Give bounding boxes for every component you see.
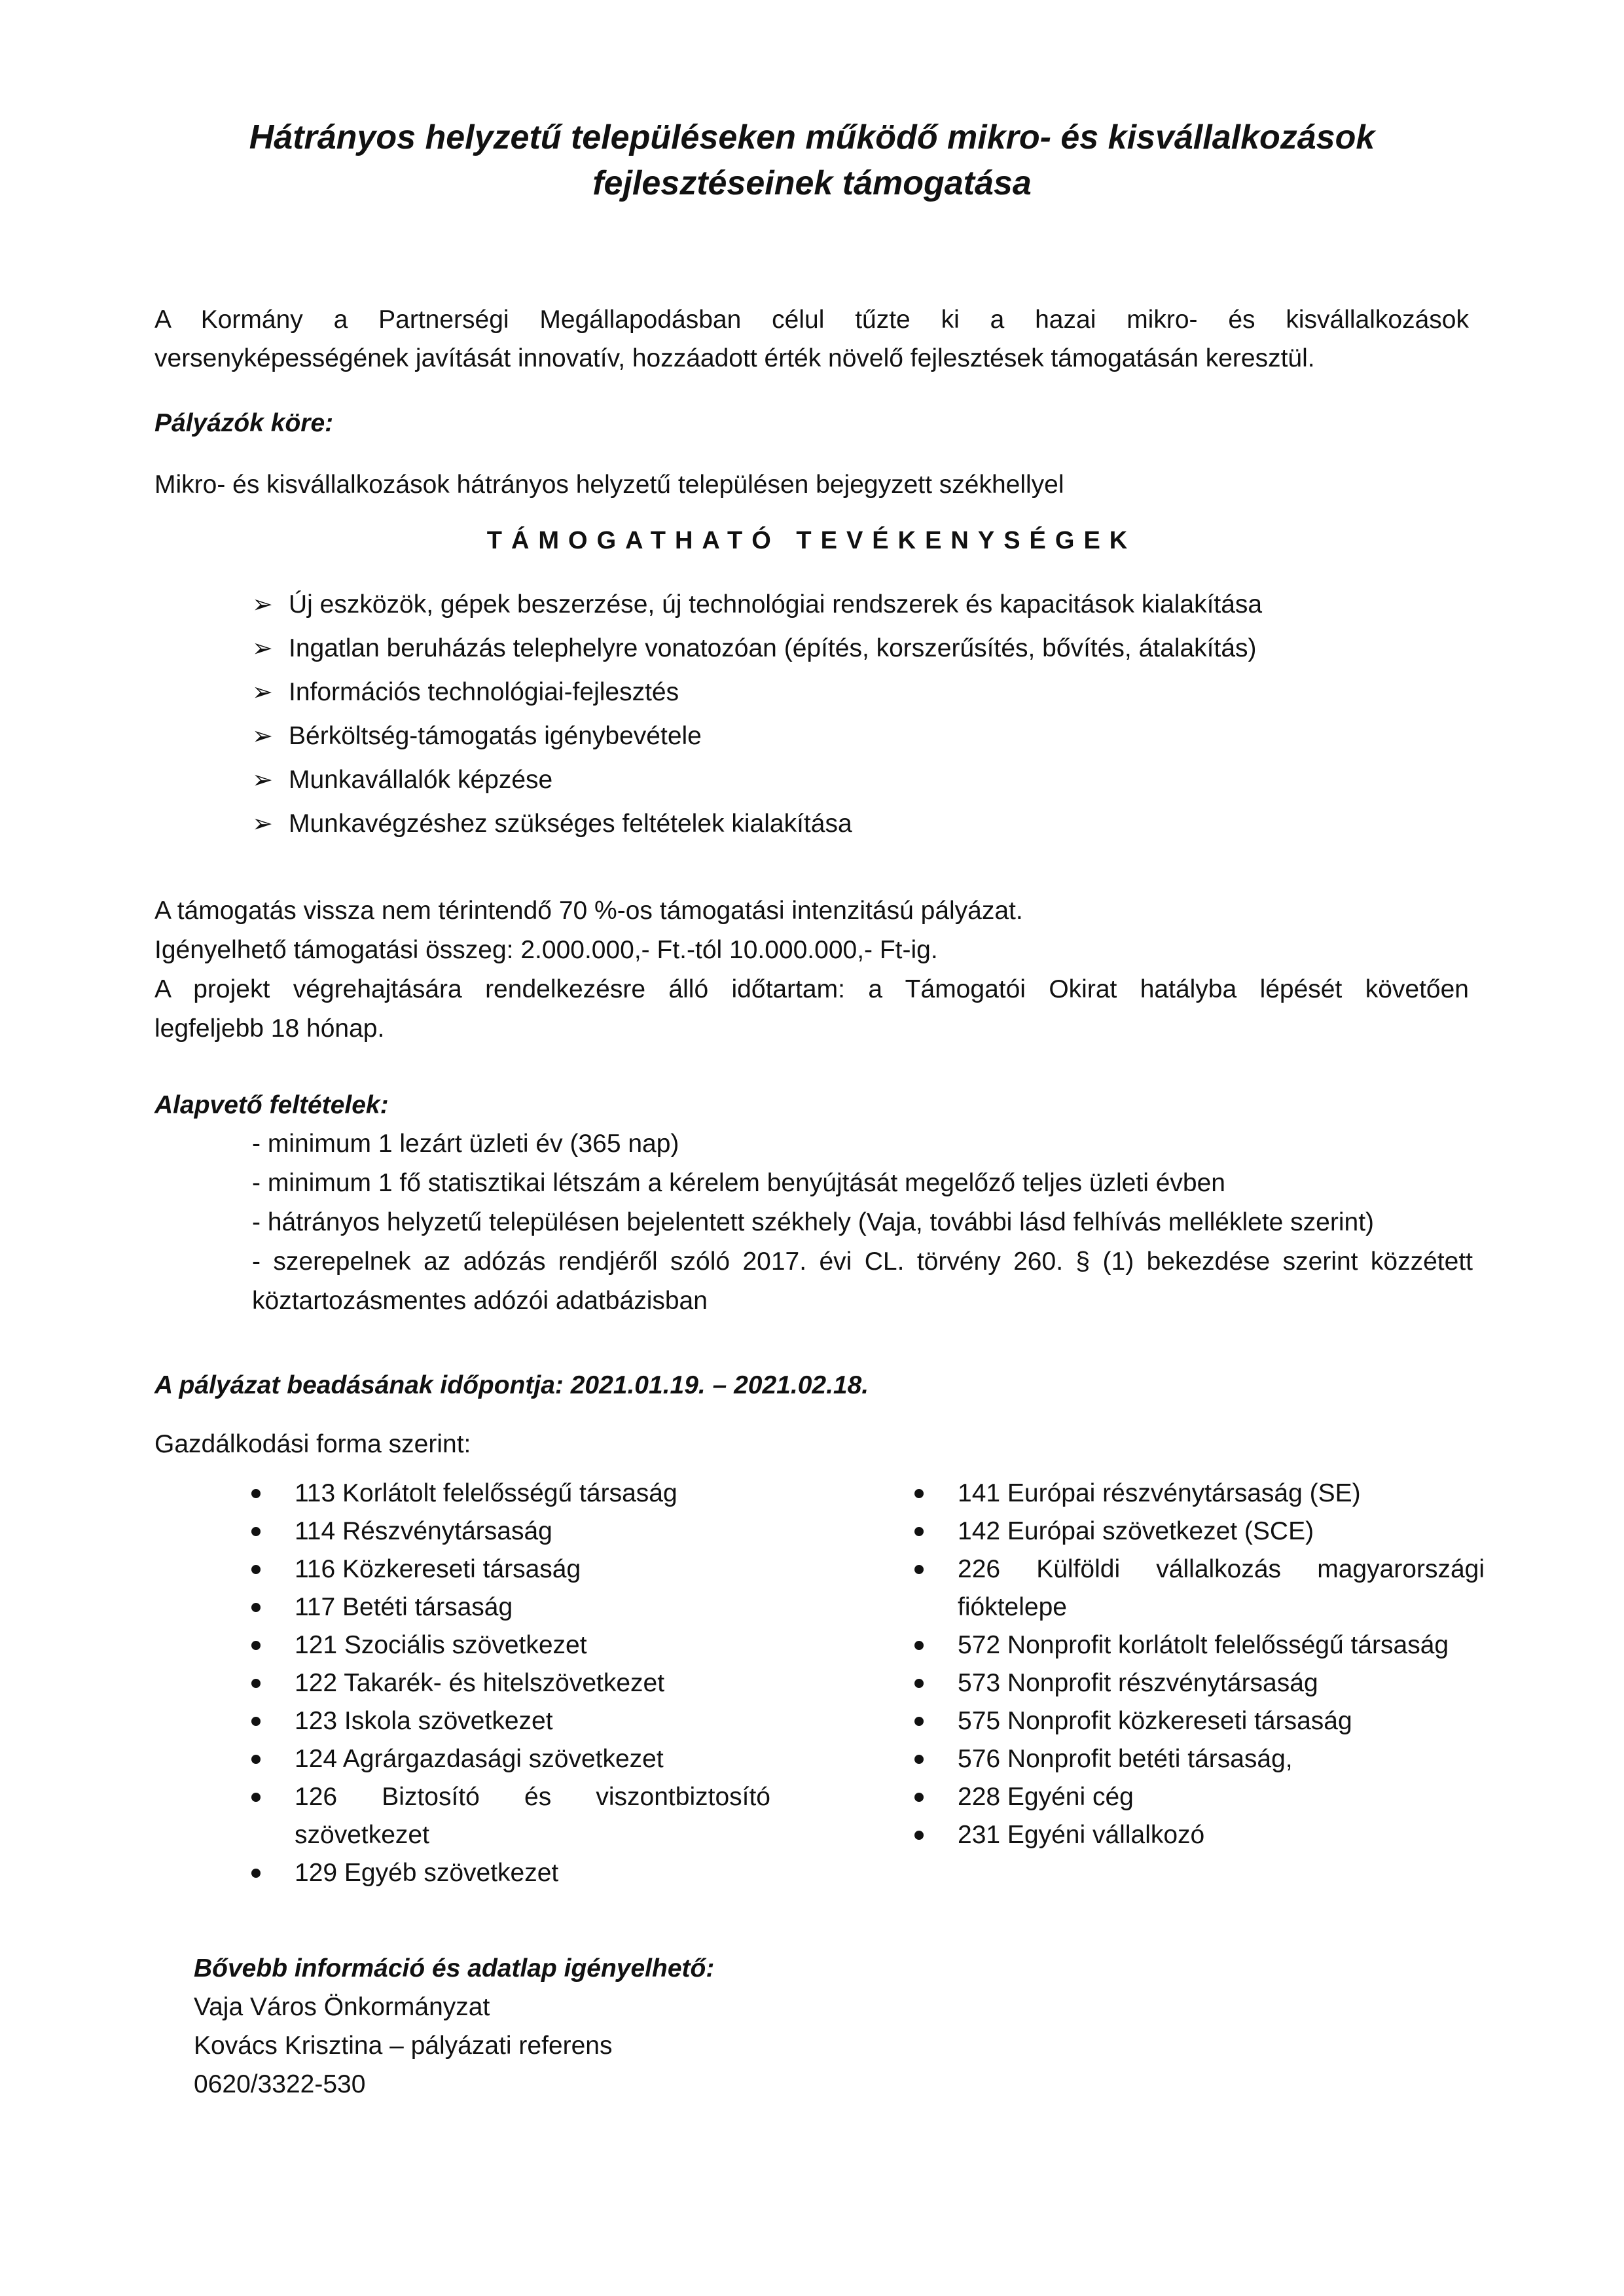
activity-item: ➢ Bérköltség-támogatás igénybevétele xyxy=(252,714,1262,758)
arrowhead-icon: ➢ xyxy=(252,677,273,706)
conditions-list xyxy=(252,1124,1473,1321)
intro-paragraph xyxy=(154,301,1469,378)
form-item: 121 Szociális szövetkezet xyxy=(250,1626,770,1664)
condition-item: - szerepelnek az adózás rendjéről szóló 2017. évi CL. törvény 260. § (1) bekezdése szerint közzétett köztartozásmentes adózói adatbázisban xyxy=(252,1247,1473,1315)
form-item: 141 Európai részvénytársaság (SE) xyxy=(913,1475,1485,1513)
dot-icon xyxy=(251,1717,261,1726)
form-item: 126 Biztosító és viszontbiztosító szövetkezet xyxy=(250,1778,770,1854)
activities-heading: TÁMOGATHATÓ TEVÉKENYSÉGEK xyxy=(486,527,1137,554)
form-item: 114 Részvénytársaság xyxy=(250,1513,770,1551)
arrowhead-icon: ➢ xyxy=(252,634,273,662)
form-item: 576 Nonprofit betéti társaság, xyxy=(913,1740,1485,1778)
form-item: 226 Külföldi vállalkozás magyarországi fióktelepe xyxy=(913,1551,1485,1626)
arrowhead-icon: ➢ xyxy=(252,721,273,750)
dot-icon xyxy=(251,1679,261,1688)
arrowhead-icon: ➢ xyxy=(252,590,273,619)
form-item: 572 Nonprofit korlátolt felelősségű társaság xyxy=(913,1626,1485,1664)
applicants-heading: Pályázók köre: xyxy=(154,409,334,437)
dot-icon xyxy=(914,1679,924,1688)
dot-icon xyxy=(251,1793,261,1802)
dot-icon xyxy=(914,1717,924,1726)
contact-person: Kovács Krisztina – pályázati referens xyxy=(194,2032,613,2060)
dot-icon xyxy=(251,1641,261,1650)
applicants-text: Mikro- és kisvállalkozások hátrányos helyzetű településen bejegyzett székhellyel xyxy=(154,471,1064,499)
activity-item: ➢ Munkavégzéshez szükséges feltételek kialakítása xyxy=(252,802,1262,846)
dot-icon xyxy=(914,1489,924,1498)
form-item: 123 Iskola szövetkezet xyxy=(250,1702,770,1740)
condition-item: - minimum 1 lezárt üzleti év (365 nap) xyxy=(252,1130,679,1158)
dot-icon xyxy=(914,1831,924,1840)
form-item: 122 Takarék- és hitelszövetkezet xyxy=(250,1664,770,1702)
form-item: 129 Egyéb szövetkezet xyxy=(250,1854,770,1892)
contact-heading: Bővebb információ és adatlap igényelhető: xyxy=(194,1954,715,1982)
funding-amount: Igényelhető támogatási összeg: 2.000.000,- Ft.-tól 10.000.000,- Ft-ig. xyxy=(154,936,938,964)
dot-icon xyxy=(914,1641,924,1650)
dot-icon xyxy=(251,1869,261,1878)
forms-heading: Gazdálkodási forma szerint: xyxy=(154,1430,471,1458)
dot-icon xyxy=(251,1603,261,1612)
forms-list-right xyxy=(913,1475,1485,1854)
funding-duration-line-1: A projekt végrehajtására rendelkezésre álló időtartam: a Támogatói Okirat hatályba lépését követően xyxy=(154,975,1469,1003)
deadline-text: A pályázat beadásának időpontja: 2021.01.19. – 2021.02.18. xyxy=(154,1371,869,1399)
funding-paragraph xyxy=(154,891,1469,1049)
form-item: 231 Egyéni vállalkozó xyxy=(913,1816,1485,1854)
arrowhead-icon: ➢ xyxy=(252,765,273,794)
activity-item: ➢ Munkavállalók képzése xyxy=(252,758,1262,802)
form-item: 116 Közkereseti társaság xyxy=(250,1551,770,1588)
funding-duration-line-2: legfeljebb 18 hónap. xyxy=(154,1014,385,1043)
activity-item: ➢ Információs technológiai-fejlesztés xyxy=(252,670,1262,714)
dot-icon xyxy=(251,1527,261,1536)
condition-item: - minimum 1 fő statisztikai létszám a kérelem benyújtását megelőző teljes üzleti évben xyxy=(252,1169,1225,1197)
activity-item: ➢ Ingatlan beruházás telephelyre vonatozóan (építés, korszerűsítés, bővítés, átalakítás) xyxy=(252,626,1262,670)
dot-icon xyxy=(914,1793,924,1802)
dot-icon xyxy=(251,1755,261,1764)
dot-icon xyxy=(251,1489,261,1498)
form-item: 124 Agrárgazdasági szövetkezet xyxy=(250,1740,770,1778)
form-item: 117 Betéti társaság xyxy=(250,1588,770,1626)
document-title xyxy=(157,115,1467,206)
dot-icon xyxy=(914,1755,924,1764)
dot-icon xyxy=(251,1565,261,1574)
forms-list-left xyxy=(250,1475,770,1892)
conditions-heading: Alapvető feltételek: xyxy=(154,1091,389,1119)
title-line-2: fejlesztéseinek támogatása xyxy=(592,164,1032,202)
form-item: 228 Egyéni cég xyxy=(913,1778,1485,1816)
form-item: 575 Nonprofit közkereseti társaság xyxy=(913,1702,1485,1740)
contact-organization: Vaja Város Önkormányzat xyxy=(194,1993,490,2021)
title-line-1: Hátrányos helyzetű településeken működő mikro- és kisvállalkozások xyxy=(249,118,1375,156)
activity-item: ➢ Új eszközök, gépek beszerzése, új technológiai rendszerek és kapacitások kialakítása xyxy=(252,583,1262,626)
condition-item: - hátrányos helyzetű településen bejelentett székhely (Vaja, további lásd felhívás melléklete szerint) xyxy=(252,1208,1375,1236)
contact-phone: 0620/3322-530 xyxy=(194,2070,366,2098)
arrowhead-icon: ➢ xyxy=(252,809,273,838)
dot-icon xyxy=(914,1565,924,1574)
form-item: 573 Nonprofit részvénytársaság xyxy=(913,1664,1485,1702)
funding-intensity: A támogatás vissza nem térintendő 70 %-os támogatási intenzitású pályázat. xyxy=(154,897,1023,925)
activities-list xyxy=(252,583,1262,846)
form-item: 113 Korlátolt felelősségű társaság xyxy=(250,1475,770,1513)
intro-line-1: A Kormány a Partnerségi Megállapodásban célul tűzte ki a hazai mikro- és kisvállalkozások xyxy=(154,306,1469,334)
form-item: 142 Európai szövetkezet (SCE) xyxy=(913,1513,1485,1551)
dot-icon xyxy=(914,1527,924,1536)
contact-block xyxy=(194,1949,714,2104)
intro-line-2: versenyképességének javítását innovatív, hozzáadott érték növelő fejlesztések támogatásán keresztül. xyxy=(154,344,1315,372)
